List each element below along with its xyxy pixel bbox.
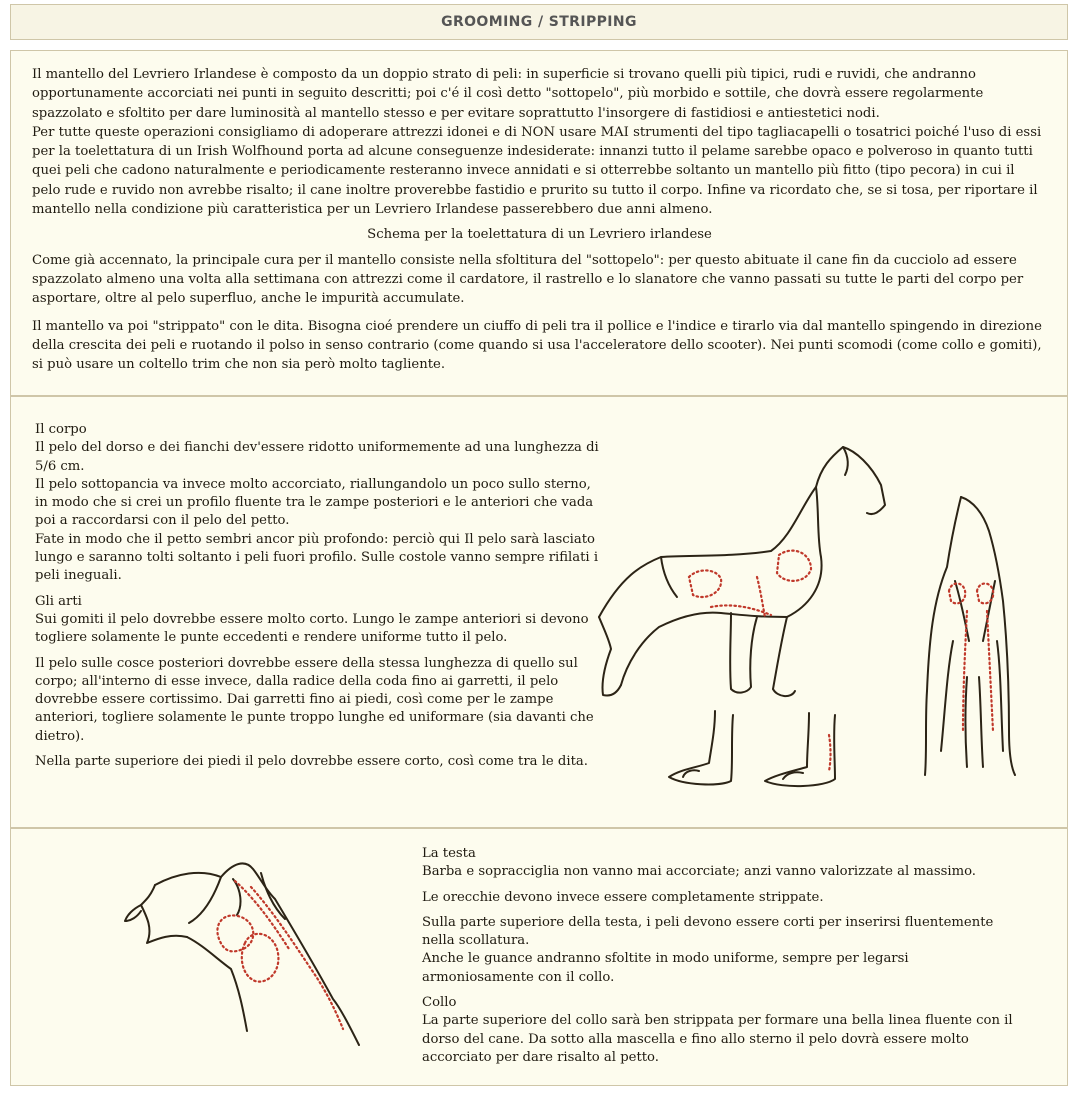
testa-paragraph-ears: Le orecchie devono invece essere completamente strippate.: [422, 889, 824, 905]
intro-section: [10, 50, 1068, 396]
testa-paragraph-beard: Barba e sopracciglia non vanno mai accorciate; anzi vanno valorizzate al massimo.: [422, 864, 976, 880]
testa-paragraph-cheeks: Anche le guance andranno sfoltite in modo uniforme, sempre per legarsi armoniosamente con il collo.: [422, 951, 909, 985]
corpo-paragraph-belly: Il pelo sottopancia va invece molto accorciato, riallungandolo un poco sullo sterno, in modo che si crei un profilo fluente tra le zampe posteriori e le anteriori che vada poi a raccordarsi con il pelo del petto.: [35, 476, 594, 529]
corpo-paragraph-back: Il pelo del dorso e dei fianchi dev'essere ridotto uniformemente ad una lunghezza di 5/6 cm.: [35, 440, 599, 474]
paws-illustration: [659, 707, 899, 789]
dog-rear-view-illustration: [911, 491, 1031, 781]
corpo-paragraph-chest: Fate in modo che il petto sembri ancor più profondo: perciò qui Il pelo sarà lasciato lungo e saranno tolti soltanto i peli fuori profilo. Sulle costole vanno sempre rifilati i peli ineguali.: [35, 531, 599, 584]
testa-heading: La testa: [422, 846, 476, 861]
dog-head-illustration: [121, 859, 391, 1049]
corpo-heading: Il corpo: [35, 422, 87, 437]
arti-heading: Gli arti: [35, 593, 82, 609]
intro-paragraph-tools: Per tutte queste operazioni consigliamo di adoperare attrezzi idonei e di NON usare MAI strumenti del tipo tagliacapelli o tosatrici poiché l'uso di essi per la toelettatura di un Irish Wolfhound porta ad alcune conseguenze indesiderate: innanzi tutto il pelame sarebbe opaco e polveroso in quanto tutti quei peli che cadono naturalmente e periodicamente resteranno invece annidati e si otterrebbe soltanto un mantello più fitto (tipo pecora) in cui il pelo rude e ruvido non avrebbe risalto; il cane inoltre proverebbe fastidio e prurito su tutto il corpo. Infine va ricordato che, se si tosa, per riportare il mantello nella condizione più caratteristica per un Levriero Irlandese passerebbero due anni almeno.: [32, 124, 1042, 218]
body-limbs-section: [10, 396, 1068, 828]
arti-paragraph-elbows: Sui gomiti il pelo dovrebbe essere molto corto. Lungo le zampe anteriori si devono togliere solamente le punte eccedenti e rendere uniforme tutto il pelo.: [35, 611, 589, 646]
page-title: GROOMING / STRIPPING: [441, 14, 637, 30]
testa-paragraph-top: Sulla parte superiore della testa, i peli devono essere corti per inserirsi fluentemente nella scollatura.: [422, 914, 994, 949]
intro-paragraph-coat: Il mantello del Levriero Irlandese è composto da un doppio strato di peli: in superficie si trovano quelli più tipici, rudi e ruvidi, che andranno opportunamente accorciati nei punti in seguito descritti; poi c'é il così detto "sottopelo", più morbido e sottile, che dovrà essere regolarmente spazzolato e sfoltito per dare luminosità al mantello stesso e per evitare soprattutto l'insorgere di fastidiosi e antiestetici nodi.: [32, 67, 984, 121]
head-neck-section: [10, 828, 1068, 1086]
body-text-column: [35, 421, 607, 778]
schema-heading: Schema per la toelettatura di un Levriero irlandese: [367, 227, 712, 243]
intro-paragraph-stripping: Il mantello va poi "strippato" con le dita. Bisogna cioé prendere un ciuffo di peli tra il pollice e l'indice e tirarlo via dal mantello spingendo in direzione della crescita dei peli e ruotando il polso in senso contrario (come quando si usa l'acceleratore dello scooter). Nei punti scomodi (come collo e gomiti), si può usare un coltello trim che non sia però molto tagliente.: [32, 318, 1042, 373]
arti-paragraph-feet: Nella parte superiore dei piedi il pelo dovrebbe essere corto, così come tra le dita.: [35, 754, 588, 770]
collo-paragraph: La parte superiore del collo sarà ben strippata per formare una bella linea fluente con il dorso del cane. Da sotto alla mascella e fino allo sterno il pelo dovrà essere molto accorciato per dare risalto al petto.: [422, 1013, 1013, 1065]
arti-paragraph-thighs: Il pelo sulle cosce posteriori dovrebbe essere della stessa lunghezza di quello sul corpo; all'interno di esse invece, dalla radice della coda fino ai garretti, il pelo dovrebbe essere cortissimo. Dai garretti fino ai piedi, così come per le zampe anteriori, togliere solamente le punte troppo lunghe ed uniformare (sia davanti che dietro).: [35, 655, 594, 744]
title-bar: [10, 4, 1068, 40]
head-text-column: [422, 845, 1022, 1067]
collo-heading: Collo: [422, 995, 457, 1011]
intro-paragraph-undercoat: Come già accennato, la principale cura per il mantello consiste nella sfoltitura del "sottopelo": per questo abituate il cane fin da cucciolo ad essere spazzolato almeno una volta alla settimana con attrezzi come il cardatore, il rastrello e lo slanatore che vanno passati su tutte le parti del corpo per asportare, oltre al pelo superfluo, anche le impurità accumulate.: [32, 252, 1024, 307]
